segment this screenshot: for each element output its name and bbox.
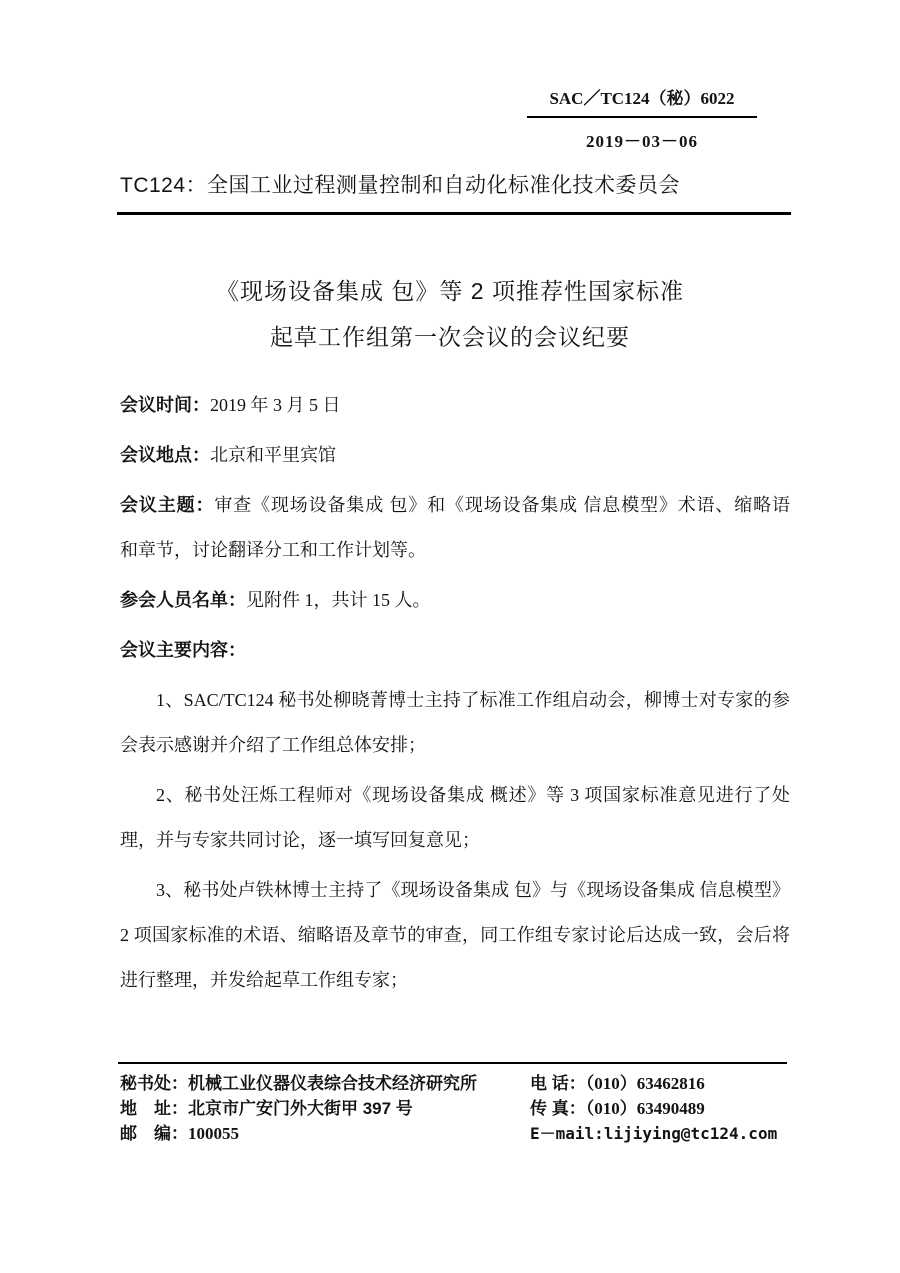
address-value: 北京市广安门外大街甲 397 号 — [188, 1099, 413, 1118]
address-row — [120, 1096, 530, 1121]
meeting-topic-value: 审查《现场设备集成 包》和《现场设备集成 信息模型》术语、缩略语 — [214, 495, 791, 515]
doc-number-rule — [527, 116, 757, 118]
footer — [120, 1071, 790, 1146]
email-value: lijiying@tc124.com — [603, 1124, 778, 1143]
attendees-label: 参会人员名单： — [120, 590, 246, 610]
item-3-continued-a: 2 项国家标准的术语、缩略语及章节的审查，同工作组专家讨论后达成一致，会后将 — [120, 925, 790, 945]
header-rule — [117, 212, 791, 215]
meeting-topic-line-1 — [120, 483, 790, 528]
meeting-place-value: 北京和平里宾馆 — [210, 445, 336, 465]
address-label: 地 址： — [120, 1099, 188, 1118]
fax-value: （010）63490489 — [585, 1099, 705, 1118]
meeting-topic-line-2 — [120, 528, 790, 573]
postcode-label: 邮 编： — [120, 1124, 188, 1143]
phone-value: （010）63462816 — [585, 1074, 705, 1093]
meeting-place-line — [120, 433, 790, 478]
item-2-line-2 — [120, 818, 790, 863]
attendees-line — [120, 578, 790, 623]
meeting-time-label: 会议时间： — [120, 395, 210, 415]
footer-rule — [118, 1062, 787, 1064]
phone-row — [530, 1071, 790, 1096]
item-3-line-3 — [120, 958, 790, 1003]
secretariat-value: 机械工业仪器仪表综合技术经济研究所 — [188, 1074, 477, 1093]
meeting-time-line — [120, 383, 790, 428]
item-3-continued-b: 进行整理，并发给起草工作组专家； — [120, 970, 408, 990]
phone-label: 电 话： — [530, 1074, 586, 1093]
doc-title-line2: 起草工作组第一次会议的会议纪要 — [270, 324, 630, 350]
doc-title-line1: 《现场设备集成 包》等 2 项推荐性国家标准 — [216, 278, 684, 304]
item-2-text: 2、秘书处汪烁工程师对《现场设备集成 概述》等 3 项国家标准意见进行了处 — [156, 785, 790, 805]
item-2-continued: 理，并与专家共同讨论，逐一填写回复意见； — [120, 830, 480, 850]
document-body — [120, 383, 790, 1003]
meeting-topic-continued: 和章节，讨论翻译分工和工作计划等。 — [120, 540, 426, 560]
meeting-place-label: 会议地点： — [120, 445, 210, 465]
committee-name: TC124：全国工业过程测量控制和自动化标准化技术委员会 — [120, 174, 681, 197]
footer-left-column — [120, 1071, 530, 1146]
secretariat-row — [120, 1071, 530, 1096]
item-3-line-2 — [120, 913, 790, 958]
item-2-line-1 — [120, 773, 790, 818]
doc-number: SAC／TC124（秘）6022 — [549, 89, 735, 108]
secretariat-label: 秘书处： — [120, 1074, 188, 1093]
meeting-topic-label: 会议主题： — [120, 495, 215, 515]
meeting-time-value: 2019 年 3 月 5 日 — [210, 395, 341, 415]
email-row — [530, 1121, 790, 1146]
postcode-row — [120, 1121, 530, 1146]
postcode-value: 100055 — [188, 1124, 239, 1143]
doc-title — [0, 268, 900, 360]
email-label: E－mail: — [530, 1124, 604, 1143]
doc-number-block — [527, 84, 757, 152]
attendees-value: 见附件 1，共计 15 人。 — [246, 590, 431, 610]
footer-right-column — [530, 1071, 790, 1146]
fax-row — [530, 1096, 790, 1121]
item-3-line-1 — [120, 868, 790, 913]
fax-label: 传 真： — [530, 1099, 586, 1118]
item-1-text: 1、SAC/TC124 秘书处柳晓菁博士主持了标准工作组启动会，柳博士对专家的参 — [156, 690, 790, 710]
main-content-label: 会议主要内容： — [120, 640, 246, 660]
main-content-heading — [120, 628, 790, 673]
item-1-line-2 — [120, 723, 790, 768]
item-1-continued: 会表示感谢并介绍了工作组总体安排； — [120, 735, 426, 755]
item-1-line-1 — [120, 678, 790, 723]
doc-date: 2019－03－06 — [586, 132, 698, 151]
item-3-text: 3、秘书处卢铁林博士主持了《现场设备集成 包》与《现场设备集成 信息模型》 — [156, 880, 790, 900]
